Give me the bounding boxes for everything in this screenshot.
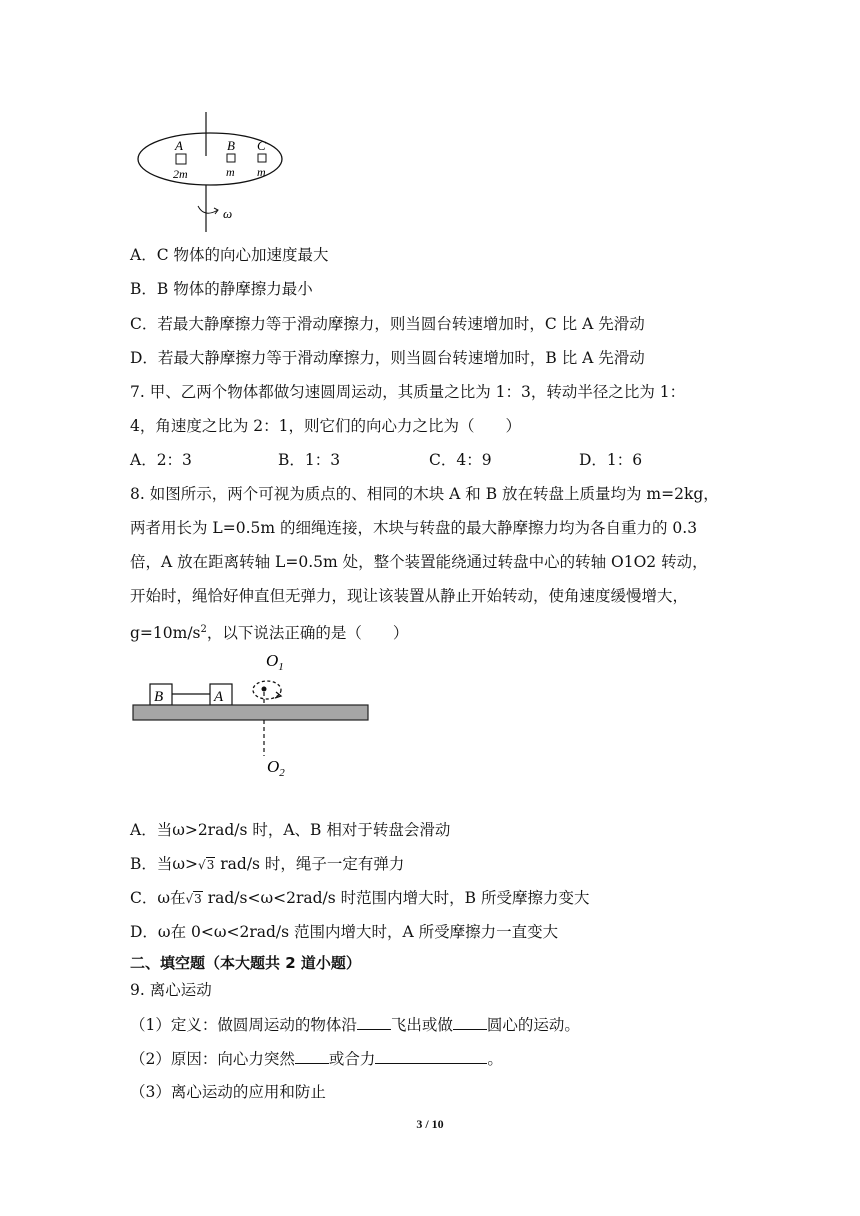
q7-stem-line2: 4，角速度之比为 2：1，则它们的向心力之比为（ ） bbox=[130, 417, 522, 435]
q8-option-b: B．当ω>√3 rad/s 时，绳子一定有弹力 bbox=[130, 855, 405, 873]
q7-stem-line1: 7. 甲、乙两个物体都做匀速圆周运动，其质量之比为 1：3，转动半径之比为 1： bbox=[130, 383, 686, 401]
q6-option-c: C．若最大静摩擦力等于滑动摩擦力，则当圆台转速增加时，C 比 A 先滑动 bbox=[130, 315, 645, 333]
q8-option-c: C．ω在√3 rad/s<ω<2rad/s 时范围内增大时，B 所受摩擦力变大 bbox=[130, 889, 590, 907]
q8-stem-line1: 8. 如图所示，两个可视为质点的、相同的木块 A 和 B 放在转盘上质量均为 m=2kg， bbox=[130, 485, 719, 503]
q6-option-a: A．C 物体的向心加速度最大 bbox=[130, 246, 329, 264]
sqrt-symbol: √3 bbox=[185, 892, 202, 906]
q9-part1: （1）定义：做圆周运动的物体沿 飞出或做 圆心的运动。 bbox=[130, 1016, 580, 1034]
axis-o1-label: $O_1$ bbox=[266, 651, 284, 673]
q9-title: 9. 离心运动 bbox=[130, 981, 212, 999]
omega-label: ω bbox=[223, 206, 233, 221]
q7-option-d: D．1：6 bbox=[579, 451, 643, 469]
q7-option-b: B．1：3 bbox=[278, 451, 341, 469]
label-A: A bbox=[175, 138, 183, 153]
q8-stem-line3: 倍，A 放在距离转轴 L=0.5m 处，整个装置能绕通过转盘中心的转轴 O1O2 转动， bbox=[130, 553, 708, 571]
q8-stem-line2: 两者用长为 L=0.5m 的细绳连接，木块与转盘的最大静摩擦力均为各自重力的 0.3 bbox=[130, 519, 698, 537]
q7-option-a: A．2：3 bbox=[130, 451, 192, 469]
label-B: B bbox=[227, 138, 235, 153]
block-b-label: B bbox=[154, 689, 164, 705]
gravity-exponent: 2 bbox=[200, 624, 207, 635]
q8-option-a: A．当ω>2rad/s 时，A、B 相对于转盘会滑动 bbox=[130, 821, 451, 839]
blank-2[interactable] bbox=[453, 1014, 487, 1030]
mass-B: m bbox=[226, 165, 235, 179]
q8-question-tail: ，以下说法正确的是（ ） bbox=[206, 624, 409, 643]
mass-A: 2m bbox=[173, 167, 188, 181]
gravity-value: g=10m/s bbox=[130, 624, 201, 643]
sqrt-symbol: √3 bbox=[198, 858, 215, 872]
q9-part3: （3）离心运动的应用和防止 bbox=[130, 1083, 326, 1101]
axis-o2-label: $O_2$ bbox=[267, 757, 285, 776]
q8-stem-line4: 开始时，绳恰好伸直但无弹力，现让该装置从静止开始转动，使角速度缓慢增大， bbox=[130, 587, 689, 605]
q6-option-d: D．若最大静摩擦力等于滑动摩擦力，则当圆台转速增加时，B 比 A 先滑动 bbox=[130, 349, 645, 367]
blank-4[interactable] bbox=[375, 1048, 487, 1064]
section-heading: 二、填空题（本大题共 2 道小题） bbox=[130, 954, 361, 972]
q6-option-b: B．B 物体的静摩擦力最小 bbox=[130, 280, 313, 298]
label-C: C bbox=[257, 138, 266, 153]
turntable-figure bbox=[130, 648, 375, 776]
mass-C: m bbox=[257, 165, 266, 179]
page-number: 3 / 10 bbox=[416, 1117, 444, 1131]
q8-option-d: D．ω在 0<ω<2rad/s 范围内增大时，A 所受摩擦力一直变大 bbox=[130, 923, 559, 941]
block-a-label: A bbox=[214, 689, 224, 705]
q8-stem-line5 bbox=[130, 620, 408, 643]
q7-option-c: C．4：9 bbox=[429, 451, 492, 469]
blank-1[interactable] bbox=[357, 1014, 391, 1030]
rotating-disk-figure bbox=[130, 110, 290, 235]
blank-3[interactable] bbox=[295, 1048, 329, 1064]
q9-part2: （2）原因：向心力突然 或合力 。 bbox=[130, 1050, 503, 1068]
